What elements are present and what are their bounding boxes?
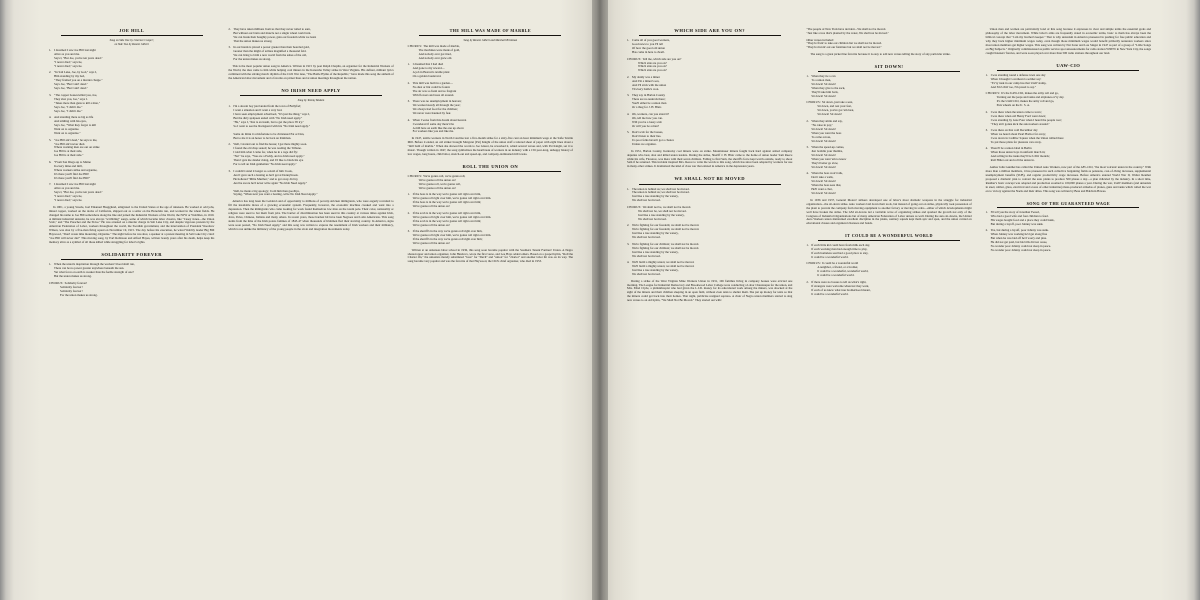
verse-number: 4. <box>49 115 52 120</box>
verse-number: 4. <box>407 117 410 122</box>
song-chorus <box>408 45 573 61</box>
song-verse <box>49 94 214 114</box>
verse-text: They have taken millions from us that they never toiled to earn, But without our brain and muscle not a single wheel could turn. We can break their haughty power, gain our freedom while we learn That the union makes us strong. <box>233 28 317 43</box>
verse-text: I'll tell you the story of Jonathan Tweed, Who had a good wife and four children to feed. His wages bought food and a place they could bunk, But during a layoff, poor Johnny was sunk. <box>990 210 1055 226</box>
verse-text: When the speed-up comes, Just twiddle your thumbs, Sit down! Sit down! When you want 'em to know They'd better go slow, Sit down! Sit down! <box>811 145 847 169</box>
song-lines: "The people of New York have decided—We shall not be moved. "Just like a tree that's planted by the water, We shall not be moved." <box>806 28 889 35</box>
verse-number: 7. <box>49 182 52 187</box>
song-title: UAW-CIO <box>1056 62 1081 68</box>
verse-number: 2. <box>228 28 231 31</box>
song-byline: Sung by Ronnie Gilbert and Marshall Brickman <box>463 38 518 42</box>
song-verse <box>806 244 971 260</box>
song-verse <box>986 129 1151 145</box>
song-verse <box>806 75 971 99</box>
song-notes: The song is a great picket line favorite because it is easy to add new verses telling the story of any particular strike. <box>810 51 951 56</box>
page-inner <box>16 14 1184 586</box>
song-verse <box>228 105 393 141</box>
verse-text: When they tie a can To a union man, Sit down! Sit down! When they give to the sack, They'll take him back, Sit down! Sit down! <box>811 74 846 98</box>
column-1 <box>42 28 221 572</box>
song-verse <box>986 74 1151 90</box>
verse-text: "From San Diego up to Maine In every mine and mill, Where workers strike and organize, It's there you'll find Joe Hill! It's there you'll find Joe Hill!" <box>54 159 98 180</box>
verse-text: I dreamed that I had died And gone to my reward— A job in Heaven's textile plant On a golden boulevard. <box>412 62 450 79</box>
verse-number: 4. <box>627 260 630 265</box>
song-verse <box>627 113 792 129</box>
song-notes: In 1936 and 1937, General Motors' strikers developed one of labor's most dramatic weapons in the struggle for industrial organization—the sit-down strike. Auto workers laid down their tools, but instead of going out on strike, physically took possession of the plant to prevent the company from moving equipment to another factory or moving in scabs—either of which developments might well have broken the strike. The GM sit-downs led a veritable wave of organizing strikes and sparked the growth not only of the Congress of Industrial Organizations but of many American Federation of Labor unions as well. During the auto sit-downs, the United Auto Workers union maintained excellent discipline in the plants, sanitary squads kept them spic and span, and the union carried on educational classes and organized choruses and bands. <box>806 197 972 226</box>
verse-number: 4. <box>627 111 630 116</box>
song-chorus <box>806 101 971 117</box>
verse-text: I was standing round a defense town one day When I thought I overheard a soldier say: "Ev'ry tank in our camp has that UAW stamp, And I'm UAW too, I'm proud to say." <box>990 72 1047 89</box>
song-verse <box>49 183 214 203</box>
verse-number: 3. <box>985 128 988 133</box>
title-rule <box>639 184 781 185</box>
verse-number: 1. <box>407 62 410 67</box>
song-title: SOLIDARITY FOREVER <box>101 252 162 258</box>
song-verse <box>49 71 214 91</box>
verse-text: If there were no bosses to tell us what's right, If strangers were welcome wherever they went, If each of us knew what true brotherhood meant, It could be a wonderful world. <box>811 279 871 296</box>
verse-number: 3. <box>407 99 410 104</box>
song-title: THE MILL WAS MADE OF MARBLE <box>449 28 532 33</box>
verse-number: 1. <box>627 186 630 191</box>
song-title: NO IRISH NEED APPLY <box>281 87 341 93</box>
verse-number: 2. <box>985 228 988 233</box>
chorus-label: CHORUS: <box>407 43 424 48</box>
song-title: WHICH SIDE ARE YOU ON? <box>674 28 746 33</box>
verse-number: 2. <box>985 109 988 114</box>
song-verse <box>49 139 214 159</box>
verse-text: We're fighting for our freedom; we shall not be moved. We're fighting for our freedom; we shall not be moved. Just like a tree standing by the watery, We shall not be moved. <box>632 223 700 240</box>
song-title: IT COULD BE A WONDERFUL WORLD <box>845 233 933 239</box>
verse-number: 1. <box>806 74 809 79</box>
title-rule <box>997 70 1139 71</box>
verse-number: 3. <box>407 229 410 234</box>
verse-text: I couldn't stand it longer so a-hold of him I took, And I gave such a beating as he'd get at Donnybrook. He hollered "Milia Murther," and to get away did try, And he swore he'd never write again "No Irish Need Apply." Well, he made a big apology; I told him then goodbye, Saying, "When next you want a beating, write No Irish Need Apply." <box>233 168 318 197</box>
verse-number: 1. <box>985 72 988 77</box>
chorus-label: CHORUS: <box>985 91 1002 96</box>
verse-text: When the union's inspiration through the workers' blood shall run, There can be no power greater anywhere beneath the sun. Yet what force on earth is weaker than the feeble strength of one? But the union makes us strong. <box>54 262 135 279</box>
song-chorus <box>806 262 971 278</box>
verse-text: Don't scab for the bosses, Don't listen to their lies. Us poor folks haven't got a chance Unless we organize. <box>632 130 675 147</box>
song-title: SIT DOWN! <box>874 63 904 69</box>
title-rule <box>240 95 382 96</box>
chorus-text: We shall not be, we shall not be moved. We shall not be, we shall not be moved. Just like a tree standing by the watery, We shall not be moved. <box>638 204 692 221</box>
verse-text: I'm a decent boy just landed from the town of Ballyfad; I want a situation and I want a very bad. I have seen employment advertised, "It's just the thing," says I, But the dirty spalpeen ended with "No Irish need apply." "Ha," says I, "that is an insult, but to get the place I'll try." So I went to see the blackguard with his "No Irish need apply." Some do think it a misfortune to be christened Pat or Dan, But to me it is an honor to be born an Irishman. <box>233 104 310 140</box>
chorus-label: CHORUS: <box>49 280 65 285</box>
verse-number: 6. <box>49 159 52 164</box>
song-verse <box>627 224 792 240</box>
song-title: SONG OF THE GUARANTEED WAGE <box>1026 200 1111 206</box>
song-verse <box>408 212 573 228</box>
verse-number: 3. <box>627 93 630 98</box>
title-rule <box>419 35 561 36</box>
title-rule <box>818 71 960 72</box>
verse-text: My daddy was a miner And I'm a miner's son, And I'll stick with the union Til every battle's won. <box>632 74 667 91</box>
song-lines: Other verses included: "They're fixin' to take our children but we shall not be moved. "They're movin' out our furniture but we shall not be moved." <box>806 37 882 50</box>
verse-number: 2. <box>806 118 809 123</box>
verse-text: If the boss is in the way we're gonna roll right over him, We're gonna roll right over him, we're gonna roll right over him. If the boss is in the way we're gonna roll right over him; We're gonna roll the union on! <box>412 192 492 209</box>
song-verse <box>49 116 214 136</box>
song-verse <box>806 120 971 144</box>
song-verse <box>627 243 792 259</box>
song-chorus <box>408 175 573 191</box>
song-chorus <box>627 58 792 74</box>
verse-text: When the boss won't talk, Don't take a walk, Sit down! Sit down! When the boss sees that, He'll want a chat, Sit down! Sit down! <box>811 171 843 196</box>
verse-text: Come all of you good workers, Good news to you I'll tell Of how the good old union Has come in here to dwell. <box>632 38 670 55</box>
song-verse <box>986 147 1151 163</box>
verse-text: We'll build a mighty union; we shall not be moved. We'll build a mighty union; we shall not be moved. Just like a tree standing by the watery, We shall not be moved. <box>632 260 695 276</box>
verse-number: 2. <box>627 74 630 79</box>
song-verse <box>408 82 573 98</box>
verse-number: 4. <box>806 171 809 176</box>
verse-text: We're fighting for our children; we shall not be moved. We're fighting for our children; we shall not be moved. Just like a tree standing by the watery, We shall not be moved. <box>632 241 699 258</box>
song-verse <box>408 119 573 135</box>
song-byline: Sung by Tommy Makem <box>297 98 325 102</box>
song-verse <box>627 39 792 55</box>
column-3 <box>401 28 580 572</box>
chorus-text: The mill was made of marble, The machines were made of gold, And nobody ever got tired, And nobody ever grew old. <box>418 43 460 60</box>
verse-text: Yes, but during a layoff, poor Johnny was sunk. When Johnny was working he'd get along fine But when he was laid off he'd worry and pine. He did not get paid, but his bills did not cease, No wonder poor Johnny could not sleep in peace. No wonder poor Johnny could not sleep in peace. <box>990 228 1051 253</box>
verse-text: The union is behind us; we shall not be moved. The union is behind us; we shall not be moved. Just like a tree standing by the watery, We shall not be moved. <box>632 186 690 203</box>
verse-number: 1. <box>49 48 52 53</box>
verse-text: I was there on that cold December day When we heard about Pearl Harbor far away; I was down in Cadillac Square when the Union rallied there To put those plans for pleasure cars away. <box>990 128 1064 144</box>
song-verse <box>627 76 792 92</box>
verse-number: 2. <box>407 210 410 215</box>
verse-text: When they smile and say, "No raise in pay," Sit down! Sit down! When you want the boss To come across, Sit down! Sit down! <box>811 118 843 143</box>
song-notes: Written at an Arkansas labor school in 1936, this song soon became popular with the Southern Tenant Farmers' Union. A Negro sharecropper and union organizer, John Handcox, wrote the first verse, and Lee Hays added others. Based on a gospel hymn, "Roll the Chariot On," the unionists merely substituted "boss" for "Devil" and "union" for "chariot" and another labor hit was on its way. The song became very popular and was the favorite of that Haywood, the CIO's chief organizer, who died in 1953. <box>407 247 573 264</box>
song-verse <box>986 211 1151 227</box>
song-notes: In 1947, textile workers in North Carolina lost a five-month strike for a sixty-five cent an hour minimum wage at the Safie Textile Mill. Before it ended, an old striker brought Margaret (Pat) Knight of the union staff a tattered sheet of paper with eight lines about a "mill built of marble." When she showed the words to Joe Glazer, he reworked it, added several verses and, with Pat Knight, set it to music. Though written in 1947, the song symbolizes the heartbreak of workers in an industry with a 150-year-long, unhappy history of low wages, long hours, child labor, stretch-out and speed-up, and company-dominated mill towns. <box>407 136 573 156</box>
title-rule <box>818 240 960 241</box>
title-rule <box>61 259 203 260</box>
verse-text: If each little kid could have fresh milk each day, If each working man had enough time to play, If each homeless soul had a good place to stay, It could be a wonderful world. <box>811 242 871 259</box>
song-notes: In 1901, a young Swede, Joel Emanuel Haagglund, emigrated to the United States at the age of nineteen. He worked at odd jobs, mined copper, worked on the docks of California, shipped out as a sailor on the Honolulu run, and worked in the wheat fields. He changed his name to Joe Hill somewhere along the line and joined the Industrial Workers of the World, the IWW or Wobblies, in 1910. A militant industrial unionist, he was always "scribbling" songs, some of which became labor classics, like "Casey Jones—the Union Scab," and "The Preacher and the Slave." He was arrested on a murder charge in Salt Lake City, and despite vigorous protests by the American Federation of Labor, workers throughout the world, the Swedish government, and the intervention of President Woodrow Wilson, was shot by a five-man firing squad on November 19, 1915. The day before his execution, he wired Wobbly leader Big Bill Haywood, "Don't waste time mourning. Organize." The night before he was shot, a speaker at a protest meeting in Salt Lake City cried: "Joe Hill will never die!" This moving song, by Earl Robinson and Alfred Hayes, written twenty years after his death, helps keep his memory alive as a symbol of all those killed while struggling for labor's rights. <box>49 204 215 245</box>
song-verse <box>408 193 573 209</box>
column-2 <box>221 28 400 572</box>
column-5 <box>799 28 978 572</box>
chorus-label: CHORUS: <box>407 173 424 178</box>
song-byline: Song on Side One by Clarence Cooper; on Side Two by Ronnie Gilbert <box>109 39 154 46</box>
chorus-label: CHORUS: <box>627 204 643 209</box>
verse-number: 5. <box>49 137 52 142</box>
chorus-label: CHORUS: <box>806 261 822 266</box>
song-chorus <box>627 206 792 222</box>
verse-text: "The copper bosses killed you, Joe, They shot you, Joe," says I. "Takes more than guns to kill a man," Says Joe, "I didn't die." Says Joe, "I didn't die." <box>54 92 100 113</box>
verse-text: I dreamed I saw Joe Hill last night Alive as you and me. Says I, "But Joe, you're ten years dead." "I never died," says he, "I never died," says he. <box>54 182 103 203</box>
song-verse <box>228 28 393 44</box>
verse-number: 2. <box>407 80 410 85</box>
verse-number: 3. <box>806 145 809 150</box>
song-verse <box>228 143 393 167</box>
verse-text: If the scab is in the way we're gonna roll right over him, We're gonna roll right over him, we're gonna roll right over him. If the scab is in the way we're gonna roll right over him; We're gonna roll the union on! <box>412 210 492 227</box>
song-title: WE SHALL NOT BE MOVED <box>674 176 745 182</box>
verse-number: 3. <box>49 92 52 97</box>
chorus-text: It's the UAW-CIO, makes the army roll and go, Turning out the jeeps and tanks and airplanes ev'ry day. It's the UAW-CIO, makes the army roll and go, Puts wheels on the U. S. A. <box>996 91 1065 108</box>
verse-number: 1. <box>985 210 988 215</box>
title-rule <box>997 207 1139 208</box>
verse-text: There'll be a union label in Berlin When those union boys in uniform march in; And rolling in the tanks they'll be UAW models; Roll Hitler out and roll the union in. <box>990 146 1050 163</box>
verse-number: 2. <box>806 279 809 284</box>
song-notes: America has long been the Golden Land of opportunity to millions of poverty-stricken immigrants, who were eagerly recruited to fill the insatiable maws of a growing economic system. Frequently, however, the economic machine creaked and went into a depression. Then the immigrants who came looking for work found themselves low man on the totem pole. Their color, nationality or religion were used to bar them from jobs. The barrier of discrimination has been used in this country at various times against Irish, Jews, Poles, Chinese, Italians and many others. In recent years, those hardest hit have been Negroes and Latin Americans. This song stems from the time of the Irish potato famines of 1845-47 when thousands of Irishmen fled their starving country. In America, signs were soon posted, "No Irish Need Apply," and this song was written to express the resentment of Irish workers and their militancy, which is not unlike the militancy of the young people in the sit-in and integration movements today. <box>228 199 394 231</box>
title-rule <box>419 171 561 172</box>
song-title: ROLL THE UNION ON <box>462 163 519 169</box>
song-verse <box>408 63 573 79</box>
verse-text: "In Salt Lake, Joe, by God," says I, Him standing by my bed, "They framed you on a murder charge." Says Joe, "But I ain't dead." Says Joe, "But I ain't dead." <box>54 70 103 91</box>
song-notes: This is the most popular union song in America. Written in 1915 by poet Ralph Chaplin, an organizer for the Industrial Workers of the World, the idea came to him while helping coal miners in the Kanawha Valley strike in West Virginia. His defiant, militant lyrics combined with the stirring march rhythm of the Civil War tune, "The Battle Hymn of the Republic," have made this song the anthem of the American labor movement and a favorite on picket lines and at union meetings throughout the nation. <box>228 63 394 80</box>
song-verse <box>806 172 971 196</box>
verse-number: 1. <box>407 192 410 197</box>
song-verse <box>408 100 573 116</box>
chorus-text: It could be a wonderful world A neighbor, a friend, or a brother, It could be a wonderful, wonderful world, It could be a wonderful world. <box>817 261 869 278</box>
verse-number: 3. <box>228 168 231 173</box>
verse-text: Oh, workers, can you stand it? Oh, tell me how you can. Will you be a lousy scab Or will you be a man? <box>632 111 670 128</box>
verse-text: "Joe Hill ain't dead," he says to me, "Joe Hill ain't never died. Where working men are out on strike Joe Hill is at their side, Joe Hill is at their side." <box>54 137 100 158</box>
song-verse <box>806 146 971 170</box>
song-verse <box>806 281 971 297</box>
chorus-text: Sit down, just take a seat, Sit down, and rest your feet, Sit down, you've got 'em beat, Sit down! Sit down! <box>817 100 855 117</box>
verse-number: 1. <box>49 262 52 267</box>
song-chorus <box>49 282 214 298</box>
song-verse <box>986 229 1151 253</box>
verse-text: This mill was built in a garden— No dust or lint could be found. The air was so fresh and so fragrant With flowers and trees all around. <box>412 80 457 97</box>
verse-text: I was there when the union came to town; I was there when old Henry Ford went down; I was standing by Gate Four when I heard the people roar; "They ain't gonna kick the autoworkers around." <box>990 109 1062 126</box>
song-verse <box>408 230 573 246</box>
song-verse <box>627 261 792 277</box>
verse-number: 1. <box>806 242 809 247</box>
verse-number: 3. <box>627 241 630 246</box>
title-rule <box>639 35 781 36</box>
song-verse <box>627 94 792 110</box>
title-rule <box>61 35 203 36</box>
chorus-text: We're gonna roll, we're gonna roll, We're gonna roll the union on! We're gonna roll, we're gonna roll, We're gonna roll the union on! <box>418 173 466 190</box>
verse-text: And standing there as big as life And smiling with his eyes, Says Joe, "What they forgot to kill Went on to organize. Went on to organize." <box>54 115 97 136</box>
song-chorus <box>986 92 1151 108</box>
verse-number: 3. <box>228 45 231 50</box>
chorus-text: Solidarity forever! Solidarity forever! Solidarity forever! For the union makes us strong. <box>60 280 98 297</box>
song-verse <box>49 263 214 279</box>
song-verse <box>49 49 214 69</box>
song-title: JOE HILL <box>119 28 145 33</box>
song-verse <box>228 46 393 62</box>
song-notes: During a strike of the West Virginia Mine Workers Union in 1931, 106 families living in company houses were evicted one morning. The League for Industrial Democracy and Brookwood Labor College were conducting a Labor Chautauqua for the union, and Mrs. Ethel Clyde, a philanthropist who had given the L.I.D. money for its educational work among the miners, was shocked at the sight of the miners and their children sleeping in an open field, without even tents to shelter them. She put up money for tents so that the miners could get back into their homes. That night, publicize resigned soprano. A choir of Negro union members started to sing new verses to an old hymn, "We Shall Not Be Moved." They started out with: <box>627 278 793 303</box>
song-notes: Union men and women are particularly fond of this song because it expresses in clear and simple terms the essential goals and philosophy of the labor movement. While labor's aims are frequently stated in economic terms, basic to them has always been the biblical concept that "I am my brother's keeper." That is why unionism in America pioneered in pushing for free public education and why they back higher minimum wages today, even though those minimum wages would benefit primarily nonunion workers since most union members get higher wages. This song was written by Nat Zarer and Lou Singer in 1947 as part of a group of "Little Songs on Big Subjects." Originally commissioned as public service spot announcements for radio station WNEW in New York City, the songs caught listeners' fancies, and were soon played over more than 500 radio stations throughout our land. <box>985 28 1151 55</box>
right-page <box>600 14 1184 586</box>
verse-text: If the sheriff's in the way we're gonna roll right over him, We're gonna roll right over him, we're gonna roll right over him. If the sheriff's in the way we're gonna roll right over him; We're gonna roll the union on! <box>412 229 492 246</box>
column-4 <box>620 28 799 572</box>
verse-text: In our hands is placed a power greater than their hoarded gold, Greater than the might of armies magnified a thousand fold. We can bring to birth a new world from the ashes of the old, For the union makes us strong. <box>233 45 310 62</box>
chorus-label: CHORUS: <box>627 56 643 61</box>
verse-number: 1. <box>627 38 630 43</box>
song-verse <box>228 170 393 198</box>
song-verse <box>49 161 214 181</box>
song-verse <box>627 131 792 147</box>
verse-text: I dreamed I saw Joe Hill last night Alive as you and me. Says I, "But Joe, you're ten years dead." "I never died," says he, "I never died," says he. <box>54 48 103 68</box>
column-6 <box>979 28 1158 572</box>
song-notes: In 1931, Harlan County, Kentucky coal miners were on strike. Mountaineer miners fought back hard against armed company deputies who beat, shot and killed union leaders. During the strike, Sheriff J. H. Blair came to the home of union leader Sam Reece while his wife, Florence, was there with their seven children. Failing to find Sam, the sheriff's force kept watch outside, ready to shoot Sam if he returned. This incident inspired Mrs. Reece to write the words to this song, which has since been adapted by workers for use in many other strikes. It dramatized the kind of class war that existed in America in the depression years. <box>627 148 793 169</box>
verse-number: 2. <box>627 223 630 228</box>
verse-number: 5. <box>627 130 630 135</box>
verse-text: Well, I started out to find the house; I got there mighty soon. I found the old chap seated; he was reading the Tribune. I told him what I came for, when he in a rage did fly: "No!" he says, "You are a Paddy, and no Irish need apply." Then I gets me dander rising, and I'd like to black his eye For to tell an Irish gentleman "No Irish need apply." <box>233 142 308 167</box>
chorus-label: CHORUS: <box>806 100 822 105</box>
verse-number: 2. <box>228 142 231 147</box>
spread <box>16 14 1184 586</box>
song-notes: Author John Gunther has called the United Auto Workers, now part of the AFL-CIO, "the most volcanic union in the country." With more than a million members, it has pioneered in such collective bargaining fields as pensions, cost-of-living increases, supplemental unemployment benefits (SUB), and regular productivity wage increases. Before America entered World War II, Walter Reuther proposed a dramatic plan to convert the auto plants to produce 500 planes a day—a plan ridiculed by the industry. In a short time, Reuther's basic concept was adopted and production zoomed to 100,000 planes a year. During the war, UAW members (and unionists in steel, rubber, glass, electrical and scores of other industries) mass-produced armadas of planes, guns and tanks which rolled the war on to victory against the Nazis and their allies. This song was written by Bess and Baldwin Hawes. <box>985 164 1151 193</box>
verse-text: There was no unemployment in heaven; We worked steady all through the year; We always had food for the children; We never were haunted by fear. <box>412 99 462 116</box>
verse-number: 4. <box>985 146 988 151</box>
song-verse <box>627 188 792 204</box>
verse-text: When I woke from this dream about heaven I wondered if some day there'd be A mill here on earth like the one up above For workers like you and like me. <box>412 117 467 134</box>
chorus-text: Tell me, which side are you on? Which side are you on? Which side are you on? Which side are you on? <box>638 56 682 73</box>
verse-number: 2. <box>49 70 52 75</box>
left-page <box>16 14 600 586</box>
verse-number: 1. <box>228 104 231 109</box>
song-verse <box>986 111 1151 127</box>
verse-text: They say in Harlan County There are no neutrals there; You'll either be a union man Or a thug for J. H. Blair. <box>632 93 667 110</box>
